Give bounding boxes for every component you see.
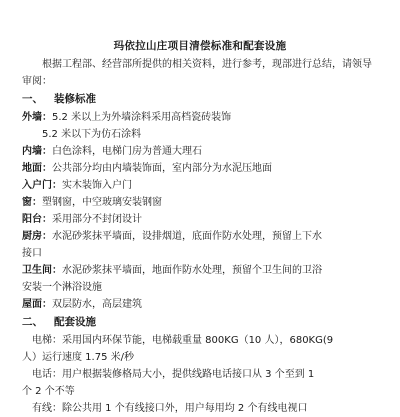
standard-item-text: 白色涂料，电梯门房为普通大理石 bbox=[52, 146, 202, 157]
section-number: 二、 bbox=[22, 316, 43, 328]
standard-item-label: 屋面： bbox=[22, 299, 52, 310]
standard-item-text: 接口 bbox=[22, 248, 42, 259]
standard-item-text: 水泥砂浆抹平墙面，设排烟道，底面作防水处理，预留上下水 bbox=[52, 231, 322, 242]
standard-item-text: 公共部分均由内墙装饰面，室内部分为水泥压地面 bbox=[52, 163, 272, 174]
decoration-standards-list bbox=[22, 109, 378, 313]
standard-item bbox=[22, 109, 378, 126]
facility-item: 有线：除公共用 1 个有线接口外，用户每用均 2 个有线电视口 bbox=[32, 403, 308, 414]
standard-item-text: 采用部分不封闭设计 bbox=[52, 214, 142, 225]
standard-item-label: 阳台： bbox=[22, 214, 52, 225]
standard-item bbox=[22, 262, 378, 279]
section-heading-decoration bbox=[22, 90, 378, 109]
facility-item: 个 2 个不等 bbox=[22, 386, 75, 397]
standard-item bbox=[22, 194, 378, 211]
standard-item-text: 塑钢窗，中空玻璃安装钢窗 bbox=[42, 197, 162, 208]
section-heading-facilities bbox=[22, 313, 378, 332]
standard-item bbox=[22, 177, 378, 194]
facility-item: 电话：用户根据装修格局大小，提供线路电话接口从 3 个至到 1 bbox=[32, 369, 315, 380]
standard-item-label: 窗： bbox=[22, 197, 42, 208]
standard-item-label: 地面： bbox=[22, 163, 52, 174]
facility-item: 人）运行速度 1.75 米/秒 bbox=[22, 352, 134, 363]
standard-item-text: 安装一个淋浴设施 bbox=[22, 282, 102, 293]
standard-item-label: 厨房： bbox=[22, 231, 52, 242]
standard-item bbox=[22, 211, 378, 228]
standard-item bbox=[22, 160, 378, 177]
standard-item-text: 5.2 米以下为仿石涂料 bbox=[42, 129, 142, 140]
standard-item-text: 水泥砂浆抹平墙面，地面作防水处理，预留个卫生间的卫浴 bbox=[62, 265, 322, 276]
standard-item bbox=[22, 279, 378, 296]
intro-paragraph: 根据工程部、经营部所提供的相关资料，进行参考，现部进行总结，请领导审阅： bbox=[22, 59, 372, 87]
standard-item bbox=[22, 228, 378, 245]
facility-item: 电梯：采用国内环保节能，电梯载重量 800KG（10 人），680KG(9 bbox=[32, 335, 334, 346]
section-title: 装修标准 bbox=[54, 93, 96, 105]
standard-item bbox=[22, 296, 378, 313]
standard-item-text: 实木装饰入户门 bbox=[62, 180, 132, 191]
standard-item bbox=[22, 143, 378, 160]
standard-item-label: 卫生间： bbox=[22, 265, 62, 276]
standard-item-label: 入户门： bbox=[22, 180, 62, 191]
standard-item-label: 内墙： bbox=[22, 146, 52, 157]
standard-item-text: 双层防水，高层建筑 bbox=[52, 299, 142, 310]
section-number: 一、 bbox=[22, 93, 43, 105]
standard-item-text: 5.2 米以上为外墙涂料采用高档瓷砖装饰 bbox=[52, 112, 232, 123]
document-title: 玛依拉山庄项目清偿标准和配套设施 bbox=[113, 40, 287, 52]
facilities-list bbox=[22, 332, 378, 417]
standard-item bbox=[22, 245, 378, 262]
standard-item-label: 外墙： bbox=[22, 112, 52, 123]
section-title: 配套设施 bbox=[54, 316, 96, 328]
standard-item bbox=[22, 126, 378, 143]
